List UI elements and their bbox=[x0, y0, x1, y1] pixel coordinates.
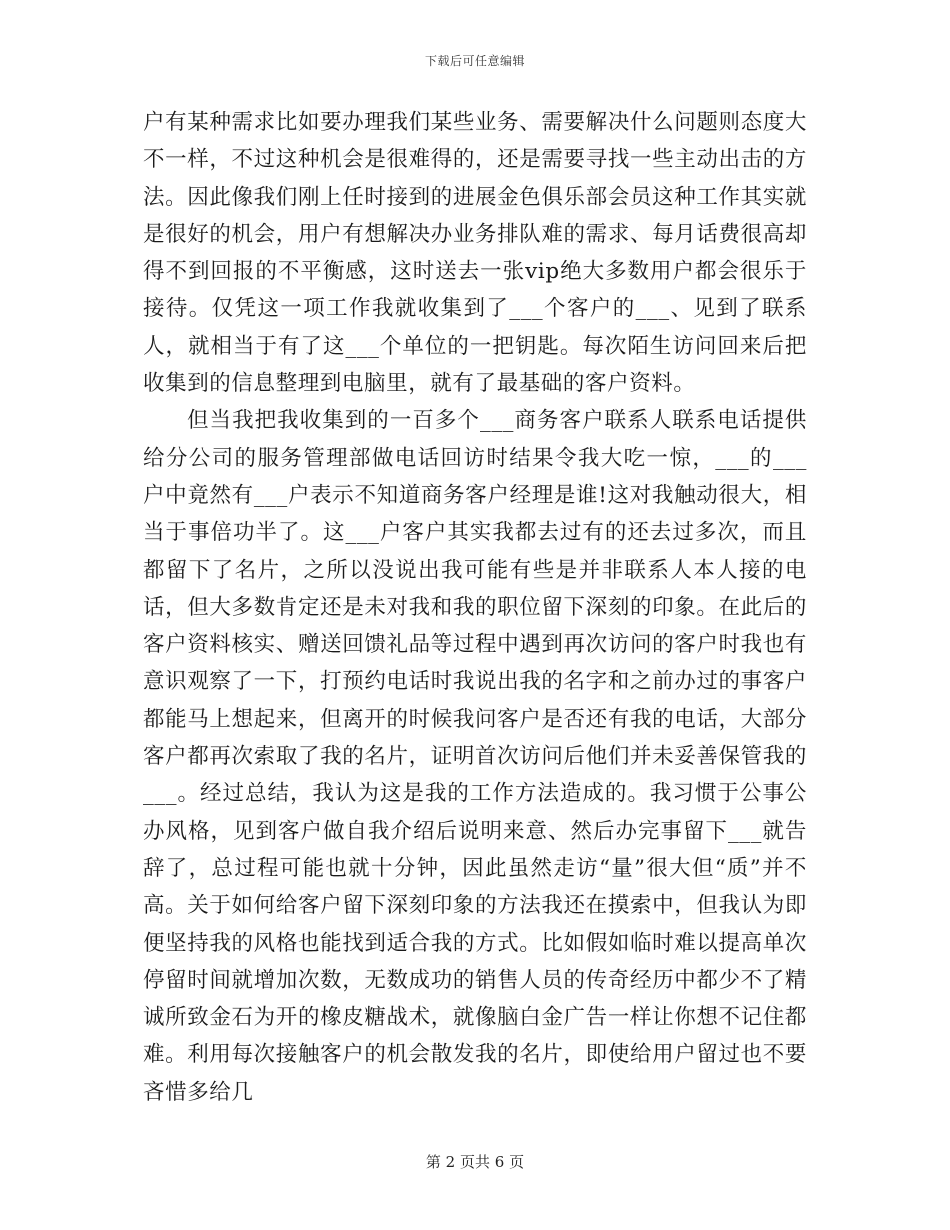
body-paragraph-1: 户有某种需求比如要办理我们某些业务、需要解决什么问题则态度大不一样，不过这种机会是很难得的，还是需要寻找一些主动出击的方法。因此像我们刚上任时接到的进展金色俱乐部会员这种工作其实就是很好的机会，用户有想解决办业务排队难的需求、每月话费很高却得不到回报的不平衡感，这时送去一张vip绝大多数用户都会很乐于接待。仅凭这一项工作我就收集到了___个客户的___、见到了联系人，就相当于有了这___个单位的一把钥匙。每次陌生访问回来后把收集到的信息整理到电脑里，就有了最基础的客户资料。 bbox=[143, 110, 807, 397]
document-body bbox=[143, 104, 807, 1111]
page-header: 下载后可任意编辑 bbox=[424, 54, 525, 68]
body-paragraph-2: 但当我把我收集到的一百多个___商务客户联系人联系电话提供给分公司的服务管理部做电话回访时结果令我大吃一惊，___的___户中竟然有___户表示不知道商务客户经理是谁!这对我触动很大，相当于事倍功半了。这___户客户其实我都去过有的还去过多次，而且都留下了名片，之所以没说出我可能有些是并非联系人本人接的电话，但大多数肯定还是未对我和我的职位留下深刻的印象。在此后的客户资料核实、赠送回馈礼品等过程中遇到再次访问的客户时我也有意识观察了一下，打预约电话时我说出我的名字和之前办过的事客户都能马上想起来，但离开的时候我问客户是否还有我的电话，大部分客户都再次索取了我的名片，证明首次访问后他们并未妥善保管我的___。经过总结，我认为这是我的工作方法造成的。我习惯于公事公办风格，见到客户做自我介绍后说明来意、然后办完事留下___就告辞了，总过程可能也就十分钟，因此虽然走访“量”很大但“质”并不高。关于如何给客户留下深刻印象的方法我还在摸索中，但我认为即便坚持我的风格也能找到适合我的方式。比如假如临时难以提高单次停留时间就增加次数，无数成功的销售人员的传奇经历中都少不了精诚所致金石为开的橡皮糖战术，就像脑白金广告一样让你想不记住都难。利用每次接触客户的机会散发我的名片，即使给用户留过也不要吝惜多给几 bbox=[143, 408, 807, 1105]
page-footer: 第 2 页共 6 页 bbox=[425, 1153, 525, 1171]
